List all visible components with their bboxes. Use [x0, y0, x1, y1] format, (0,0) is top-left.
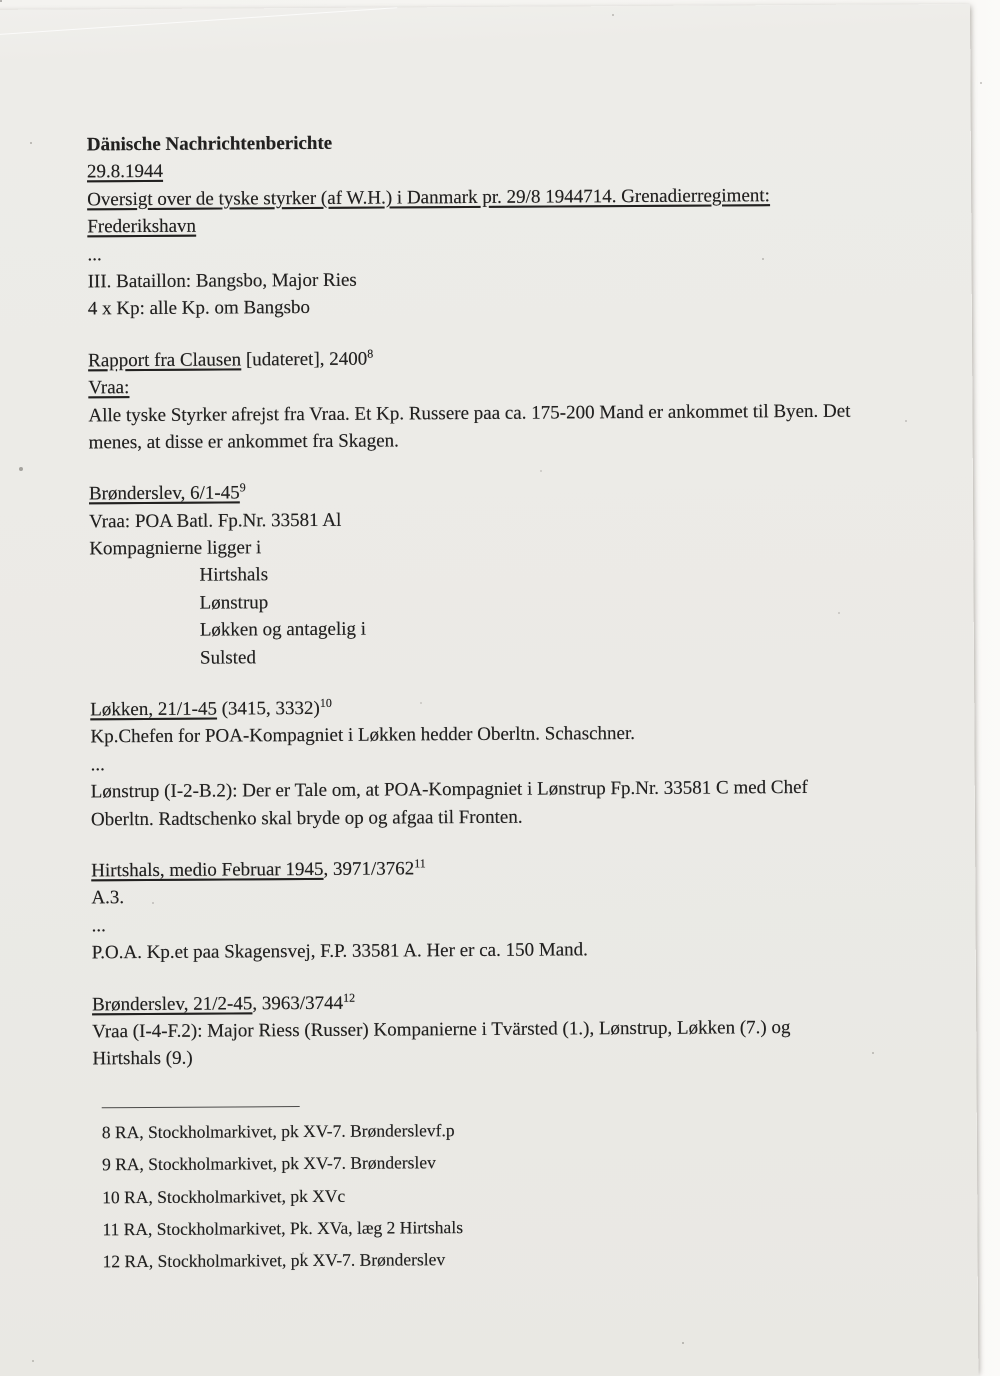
footnote-11: 11 RA, Stockholmarkivet, Pk. XVa, læg 2 Hirtshals	[102, 1216, 464, 1240]
footnote-ref: 8	[367, 346, 374, 361]
text-segment: Dänische Nachrichtenberichte	[86, 132, 333, 156]
text-segment: Løkken, 21/1-45	[90, 698, 217, 721]
text-segment: menes, at disse er ankommet fra Skagen.	[88, 430, 399, 454]
text-segment: Sulsted	[199, 646, 256, 669]
text-segment: ...	[90, 754, 105, 776]
text-segment: (3415, 3332)	[216, 697, 320, 720]
footnote-ref: 12	[343, 990, 356, 1005]
text-segment: Hirtshals (9.)	[92, 1048, 193, 1070]
text-segment: Frederikshavn	[87, 215, 197, 238]
text-segment: ...	[91, 915, 106, 937]
text-segment: ...	[87, 243, 102, 265]
text-line-10	[88, 397, 948, 430]
text-segment: Lønstrup (I-2-B.2): Der er Tale om, at POA-Kompagniet i Lønstrup Fp.Nr. 33581 C med Chef	[90, 777, 808, 803]
text-segment: Vraa: POA Batl. Fp.Nr. 33581 Al	[89, 509, 342, 533]
document-body	[87, 126, 953, 1073]
text-segment: Alle tyske Styrker afrejst fra Vraa. Et Kp. Russere paa ca. 175-200 Mand er ankommet til Byen. Det	[88, 400, 851, 426]
text-segment: Lønstrup	[199, 592, 269, 614]
text-segment: , 3971/3762	[323, 858, 415, 880]
footnote-list	[102, 1111, 954, 1278]
text-line-34	[92, 1040, 952, 1073]
footnote-ref: 10	[319, 695, 332, 710]
text-segment: Vraa (I-4-F.2): Major Riess (Russer) Kompanierne i Tvärsted (1.), Lønstrup, Løkken (7.) og	[92, 1016, 791, 1043]
text-segment: P.O.A. Kp.et paa Skagensvej, F.P. 33581 A. Her er ca. 150 Mand.	[91, 939, 588, 964]
text-segment: A.3.	[91, 887, 125, 909]
text-segment: Hirtshals, medio Februar 1945	[91, 858, 324, 882]
text-segment: Brønderslev, 6/1-45	[88, 482, 240, 505]
footnote-9: 9 RA, Stockholmarkivet, pk XV-7. Brønderslev	[101, 1152, 436, 1175]
text-segment: III. Bataillon: Bangsbo, Major Ries	[87, 269, 357, 293]
text-segment: Løkken og antagelig i	[199, 618, 367, 641]
text-segment: 4 x Kp: alle Kp. om Bangsbo	[87, 297, 311, 320]
text-segment: Brønderslev, 21/2-45	[92, 992, 253, 1015]
footnote-ref: 9	[239, 480, 246, 495]
document-content	[87, 126, 954, 1278]
text-segment: , 3963/3744	[252, 992, 344, 1014]
text-segment: Kp.Chefen for POA-Kompagniet i Løkken hedder Oberltn. Schaschner.	[90, 723, 636, 748]
text-segment: Hirtshals	[199, 564, 269, 587]
footnote-separator	[102, 1106, 300, 1108]
footnote-area	[93, 1102, 954, 1278]
text-segment: Oberltn. Radtschenko skal bryde op og afgaa til Fronten.	[90, 806, 523, 830]
text-segment: Vraa:	[88, 377, 130, 399]
text-segment: Rapport fra Clausen	[88, 349, 242, 372]
text-segment: 29.8.1944	[86, 161, 164, 183]
paper-crease	[0, 7, 397, 37]
paper-sheet	[0, 4, 978, 1376]
footnote-8: 8 RA, Stockholmarkivet, pk XV-7. Brønderslevf.p	[101, 1119, 455, 1142]
text-segment: Kompagnierne ligger i	[89, 537, 262, 560]
footnote-12: 12 RA, Stockholmarkivet, pk XV-7. Brønderslev	[102, 1249, 446, 1272]
footnote-ref: 11	[414, 856, 426, 871]
footnote-10: 10 RA, Stockholmarkivet, pk XVc	[102, 1185, 346, 1207]
text-segment: [udateret], 2400	[241, 348, 368, 371]
text-segment: Oversigt over de tyske styrker (af W.H.) i Danmark pr. 29/8 1944714. Grenadierregiment:	[87, 184, 770, 211]
